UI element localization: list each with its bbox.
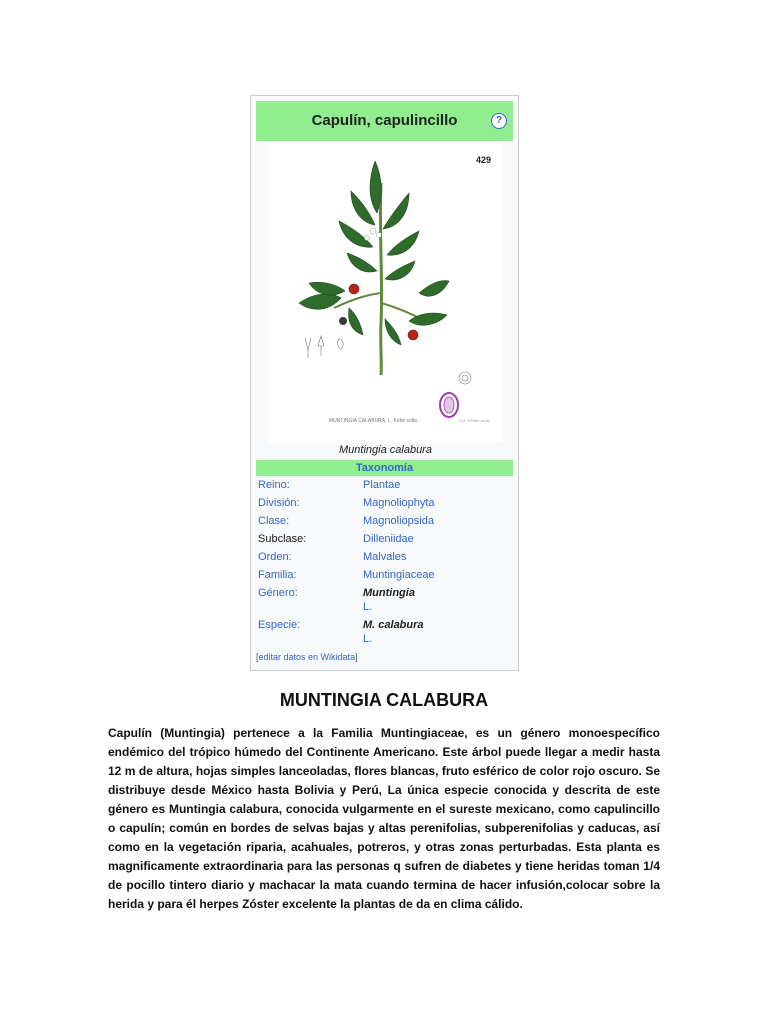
taxonomy-label[interactable]: Familia: (258, 569, 297, 581)
taxonomy-author[interactable]: L. (363, 633, 373, 645)
taxonomy-label[interactable]: Orden: (258, 551, 292, 563)
detail-drawing (462, 375, 468, 381)
plate-number: 429 (475, 155, 491, 165)
branch (334, 293, 381, 308)
flower (370, 228, 376, 234)
taxonomy-value: M. calabura (363, 619, 424, 631)
fruit-section (444, 397, 454, 413)
leaf (370, 161, 381, 213)
taxonomy-label[interactable]: Género: (258, 587, 298, 599)
document-paragraph: Capulín (Muntingia) pertenece a la Familia Muntingiaceae, es un género monoespecífico endémico del trópico húmedo del Continente Americano. Este árbol puede llegar a medir hasta 12 m de altura, hojas simples lanceoladas, flores blancas, fruto esférico de color rojo oscuro. Se distribuye desde México hasta Bolivia y Perú, La única especie conocida y descrita de este género es Muntingia calabura, conocida vulgarmente en el sureste mexicano, como capulincillo o capulín; común en bordes de selvas bajas y altas perenifolias, subperenifolias y caducas, así como en la vegetación riparia, acahuales, potreros, y otras zonas perturbadas. Esta planta es magnificamente extraordinaria para las personas q sufren de diabetes y tiene heridas toman 1/4 de pocillo tintero diario y machacar la mata cuando termina de hacer infusión,colocar sobre la herida y para él herpes Zóster excelente la plantas de da en clima cálido. (108, 726, 660, 911)
taxonomy-label[interactable]: División: (258, 497, 300, 509)
berry (339, 317, 347, 325)
bracket-open: [ (256, 652, 259, 662)
taxonomy-label[interactable]: Clase: (258, 515, 290, 527)
bracket-close: ] (355, 652, 358, 662)
image-caption: Muntingia calabura (339, 444, 432, 456)
botanical-plate-image[interactable] (269, 143, 503, 443)
leaf (419, 281, 449, 297)
leaf (349, 308, 363, 335)
leaf (383, 193, 409, 229)
detail-drawing (338, 339, 343, 349)
taxobox-title-text: Capulín, capulincillo (311, 112, 458, 129)
detail-drawing (305, 338, 311, 358)
plant-illustration (269, 143, 503, 443)
leaf (385, 261, 415, 280)
help-icon[interactable]: ? (491, 113, 507, 129)
wikidata-edit (256, 652, 358, 662)
taxonomy-value[interactable]: Dilleniidae (363, 533, 414, 545)
taxonomy-label[interactable]: Especie: (258, 619, 301, 631)
flower (365, 236, 370, 241)
taxobox (250, 95, 519, 671)
flower (377, 233, 382, 238)
leaf (339, 221, 373, 247)
taxonomy-value[interactable]: Malvales (363, 551, 407, 563)
taxonomy-author[interactable]: L. (363, 601, 373, 613)
plate-credit: H.A. Köhler sculp. (458, 418, 491, 423)
berry (349, 284, 359, 294)
taxobox-title (256, 101, 513, 141)
plate-inscription: MUNTINGIA CALABURA, L. Kobe solla (329, 418, 417, 424)
taxonomy-header[interactable]: Taxonomía (256, 460, 513, 476)
taxonomy-value[interactable]: Muntingiaceae (363, 569, 435, 581)
detail-drawing (459, 372, 471, 384)
taxonomy-label[interactable]: Reino: (258, 479, 290, 491)
leaf (387, 231, 419, 255)
leaf (385, 319, 401, 345)
edit-wikidata-link[interactable]: editar datos en Wikidata (258, 652, 356, 662)
document-title: MUNTINGIA CALABURA (279, 690, 489, 710)
stem (380, 183, 381, 375)
taxonomy-value[interactable]: Magnoliopsida (363, 515, 434, 527)
berry (408, 330, 418, 340)
leaf (347, 253, 377, 272)
taxonomy-value[interactable]: Plantae (363, 479, 401, 491)
taxonomy-value: Muntingia (363, 587, 415, 599)
taxonomy-value[interactable]: Magnoliophyta (363, 497, 435, 509)
taxonomy-label: Subclase: (258, 533, 307, 545)
leaf (309, 282, 345, 295)
detail-drawing (318, 336, 324, 356)
